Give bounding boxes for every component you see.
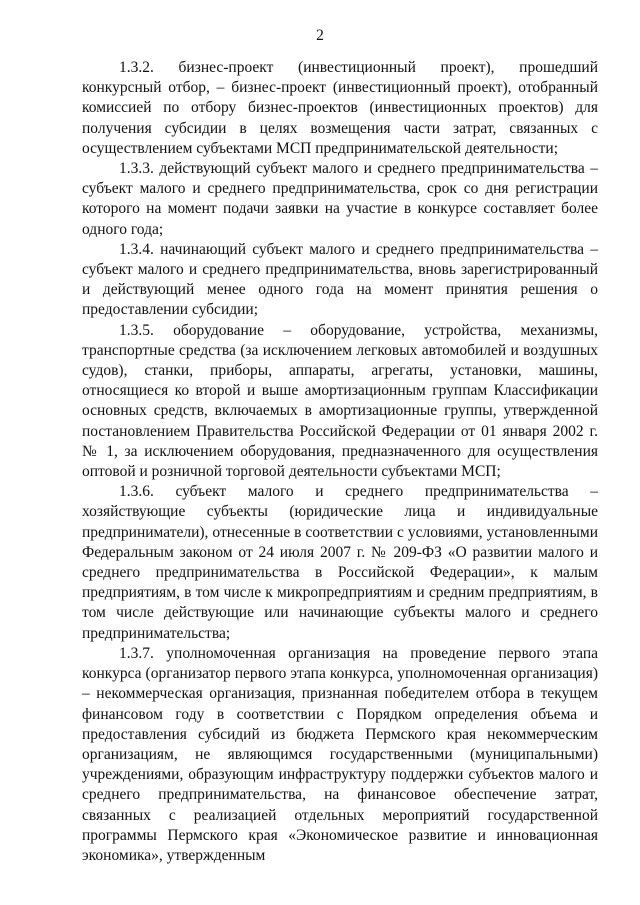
paragraph-1-3-7: 1.3.7. уполномоченная организация на проведение первого этапа конкурса (организатор первого этапа конкурса, уполномоченная организация) – некоммерческая организация, признанная победителем отбора в текущем финансовом году в соответствии с Порядком определения объема и предоставления субсидий из бюджета Пермского края некоммерческим организациям, не являющимся государственными (муниципальными) учреждениями, образующим инфраструктуру поддержки субъектов малого и среднего предпринимательства, на финансовое обеспечение затрат, связанных с реализацией отдельных мероприятий государственной программы Пермского края «Экономическое развитие и инновационная экономика», утвержденным (82, 644, 598, 864)
paragraph-1-3-6: 1.3.6. субъект малого и среднего предпринимательства – хозяйствующие субъекты (юридические лица и индивидуальные предприниматели), отнесенные в соответствии с условиями, установленными Федеральным законом от 24 июля 2007 г. № 209-ФЗ «О развитии малого и среднего предпринимательства в Российской Федерации», к малым предприятиям, в том числе к микропредприятиям и средним предприятиям, в том числе действующие или начинающие субъекты малого и среднего предпринимательства; (82, 483, 598, 642)
paragraph-1-3-5: 1.3.5. оборудование – оборудование, устройства, механизмы, транспортные средства (за исключением легковых автомобилей и воздушных судов), станки, приборы, аппараты, агрегаты, установки, машины, относящиеся ко второй и выше амортизационным группам Классификации основных средств, включаемых в амортизационные группы, утвержденной постановлением Правительства Российской Федерации от 01 января 2002 г. № 1, за исключением оборудования, предназначенного для осуществления оптовой и розничной торговой деятельности субъектами МСП; (82, 321, 598, 481)
page-number: 2 (316, 27, 324, 44)
document-body (82, 58, 598, 866)
paragraph-1-3-3: 1.3.3. действующий субъект малого и среднего предпринимательства – субъект малого и среднего предпринимательства, срок со дня регистрации которого на момент подачи заявки на участие в конкурсе составляет более одного года; (82, 160, 598, 238)
paragraph-1-3-2: 1.3.2. бизнес-проект (инвестиционный проект), прошедший конкурсный отбор, – бизнес-проект (инвестиционный проект), отобранный комиссией по отбору бизнес-проектов (инвестиционных проектов) для получения субсидии в целях возмещения части затрат, связанных с осуществлением субъектами МСП предпринимательской деятельности; (82, 59, 598, 157)
paragraph-1-3-4: 1.3.4. начинающий субъект малого и среднего предпринимательства – субъект малого и среднего предпринимательства, вновь зарегистрированный и действующий менее одного года на момент принятия решения о предоставлении субсидии; (82, 240, 598, 319)
